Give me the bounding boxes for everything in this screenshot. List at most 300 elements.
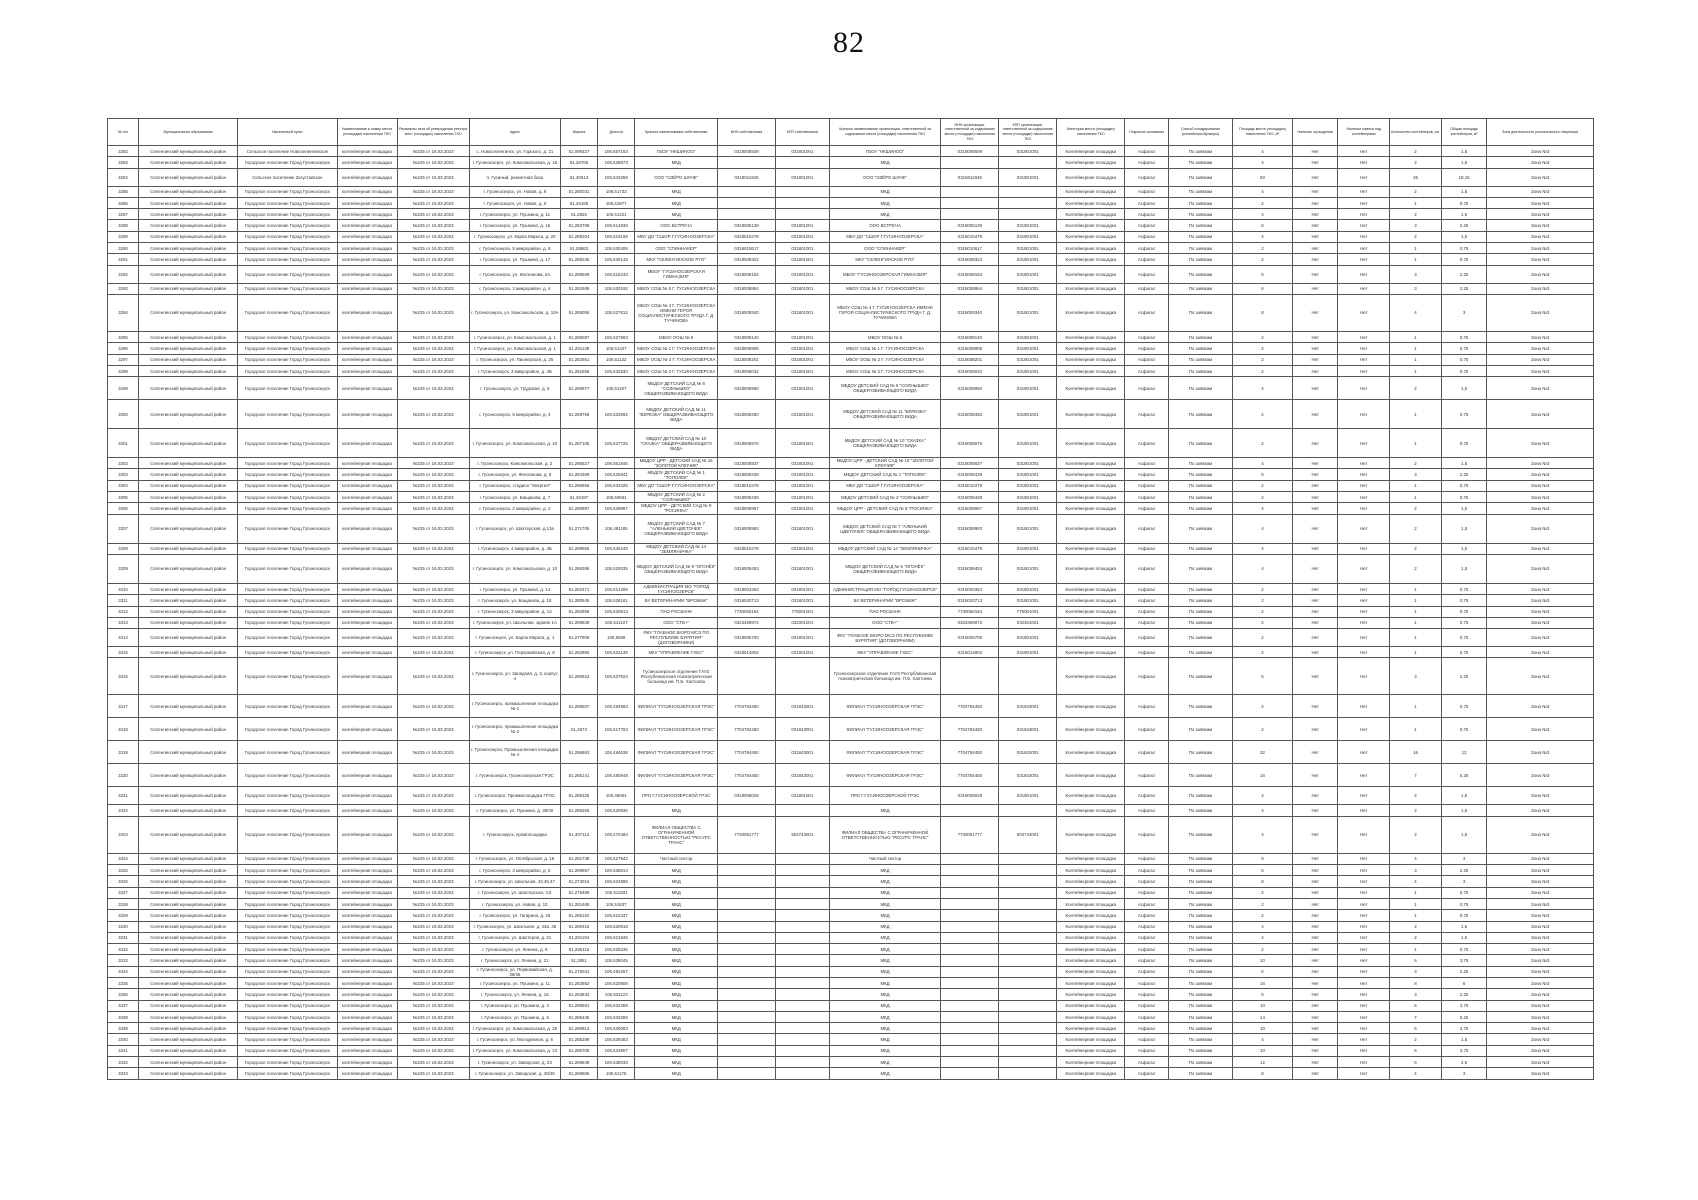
- table-cell-method: По заявкам: [1168, 365, 1232, 376]
- table-cell-n: 3328: [108, 898, 139, 909]
- table-cell-oinn: [941, 887, 999, 898]
- table-cell-cnt: 3: [1390, 469, 1442, 480]
- table-row: [108, 629, 1594, 647]
- table-cell-roof: Нет: [1338, 400, 1390, 429]
- table-cell-lon: 106,470484: [598, 816, 635, 853]
- table-cell-act: №225 от 16.03.2023: [397, 1023, 469, 1034]
- table-cell-place: контейнерная площадка: [337, 265, 397, 283]
- table-cell-zone: Зона №3: [1487, 865, 1594, 876]
- table-cell-fence: Нет: [1292, 294, 1338, 331]
- table-cell-lon: 106,50651: [598, 492, 635, 503]
- table-cell-oinn: 0318008322: [941, 254, 999, 265]
- table-cell-cnt: 2: [1390, 554, 1442, 583]
- table-cell-org: МКД: [829, 1023, 941, 1034]
- table-cell-kpp: 031801001: [775, 583, 829, 594]
- table-cell-mo: Селенгинский муниципальный район: [139, 910, 238, 921]
- table-cell-lat: 51,281194: [560, 932, 597, 943]
- table-cell-addr: г. Гусиноозерск, промышленная площадка № 2: [469, 718, 560, 741]
- table-cell-oinn: 0318008439: [941, 469, 999, 480]
- table-cell-act: №225 от 16.03.2023: [397, 331, 469, 342]
- table-cell-act: №225 от 16.03.2023: [397, 617, 469, 628]
- table-cell-mo: Селенгинский муниципальный район: [139, 898, 238, 909]
- table-cell-zone: Зона №3: [1487, 1057, 1594, 1068]
- table-cell-lat: 51,285706: [560, 1045, 597, 1056]
- table-cell-zone: Зона №3: [1487, 658, 1594, 695]
- table-cell-roof: Нет: [1338, 865, 1390, 876]
- table-cell-lat: 51,285436: [560, 1011, 597, 1022]
- table-cell-org: МКД: [829, 955, 941, 966]
- table-cell-roof: Нет: [1338, 583, 1390, 594]
- table-cell-place: контейнерная площадка: [337, 629, 397, 647]
- table-cell-area: 4: [1232, 157, 1292, 168]
- table-cell-addr: г. Гусиноозерск, ул. Комсомольская, д. 1: [469, 343, 560, 354]
- table-cell-lon: 106,522347: [598, 910, 635, 921]
- table-cell-zone: Зона №3: [1487, 1023, 1594, 1034]
- table-cell-roof: Нет: [1338, 186, 1390, 197]
- table-cell-okpp: [999, 197, 1057, 208]
- table-cell-mo: Селенгинский муниципальный район: [139, 343, 238, 354]
- table-cell-cover: Асфальт: [1125, 186, 1168, 197]
- table-cell-org: МБДОУ ДЕТСКИЙ САД № 10 "СКАЗКА" ОБЩЕРАЗВИВАЮЩЕГО ВИДА: [829, 429, 941, 458]
- table-row: [108, 480, 1594, 491]
- table-cell-method: По заявкам: [1168, 492, 1232, 503]
- table-cell-inn: [718, 1034, 776, 1045]
- table-cell-cover: Асфальт: [1125, 617, 1168, 628]
- table-cell-cat: Контейнерная площадка: [1057, 1057, 1125, 1068]
- table-cell-lon: 106,530409: [598, 243, 635, 254]
- table-cell-zone: Зона №3: [1487, 157, 1594, 168]
- table-cell-n: 3284: [108, 168, 139, 186]
- table-cell-vol: 1,5: [1441, 458, 1487, 469]
- table-cell-roof: Нет: [1338, 197, 1390, 208]
- table-cell-np: Городское поселение Город Гусиноозерск: [238, 853, 337, 864]
- table-cell-addr: п. Гусиный, ремонтная база: [469, 168, 560, 186]
- column-header: Наименование и номер места (площадки) накопления ТКО: [337, 119, 397, 146]
- table-cell-addr: г. Гусиноозерск, ул. Комсомольская, д. 23: [469, 1045, 560, 1056]
- table-cell-kpp: 031801001: [775, 492, 829, 503]
- table-cell-cat: Контейнерная площадка: [1057, 966, 1125, 977]
- table-cell-vol: 0,75: [1441, 944, 1487, 955]
- table-cell-area: 4: [1232, 503, 1292, 514]
- table-cell-org: ФИЛИАЛ "ГУСИНООЗЕРСКАЯ ГРЭС": [829, 764, 941, 787]
- table-cell-place: контейнерная площадка: [337, 898, 397, 909]
- table-cell-oinn: 0318011945: [941, 168, 999, 186]
- table-cell-area: 6: [1232, 865, 1292, 876]
- table-cell-zone: Зона №3: [1487, 254, 1594, 265]
- table-cell-place: контейнерная площадка: [337, 1045, 397, 1056]
- table-cell-lon: 106,532359: [598, 1000, 635, 1011]
- table-cell-np: Городское поселение Город Гусиноозерск: [238, 629, 337, 647]
- table-cell-np: Городское поселение Город Гусиноозерск: [238, 554, 337, 583]
- table-cell-roof: Нет: [1338, 254, 1390, 265]
- table-cell-vol: 3,75: [1441, 1000, 1487, 1011]
- table-cell-org: МКД: [829, 898, 941, 909]
- table-cell-cat: Контейнерная площадка: [1057, 429, 1125, 458]
- table-cell-okpp: 031801001: [999, 243, 1057, 254]
- table-cell-inn: 7704784450: [718, 741, 776, 764]
- table-cell-np: Городское поселение Город Гусиноозерск: [238, 265, 337, 283]
- table-cell-cover: Асфальт: [1125, 220, 1168, 231]
- table-row: [108, 331, 1594, 342]
- table-cell-kpp: 031801001: [775, 354, 829, 365]
- table-cell-addr: г. Гусиноозерск, ул. Комсомольская, д. 25: [469, 1023, 560, 1034]
- table-cell-cat: Контейнерная площадка: [1057, 617, 1125, 628]
- table-cell-act: №225 от 16.03.2023: [397, 157, 469, 168]
- table-cell-zone: Зона №3: [1487, 1045, 1594, 1056]
- table-cell-addr: г. Гусиноозерск, Комсомольская, д. 2: [469, 458, 560, 469]
- table-cell-oinn: [941, 955, 999, 966]
- table-cell-cnt: 6: [1390, 1057, 1442, 1068]
- table-cell-owner: МБОУ ООШ № 6: [635, 331, 718, 342]
- table-cell-place: контейнерная площадка: [337, 365, 397, 376]
- table-cell-cover: Асфальт: [1125, 977, 1168, 988]
- table-cell-cnt: 5: [1390, 955, 1442, 966]
- table-cell-area: 8: [1232, 1068, 1292, 1079]
- table-cell-lon: 106,561846: [598, 458, 635, 469]
- table-cell-np: Городское поселение Город Гусиноозерск: [238, 503, 337, 514]
- table-cell-zone: Зона №3: [1487, 492, 1594, 503]
- table-cell-cnt: 2: [1390, 543, 1442, 554]
- table-cell-cnt: 3: [1390, 658, 1442, 695]
- table-cell-method: По заявкам: [1168, 1045, 1232, 1056]
- table-cell-zone: Зона №3: [1487, 944, 1594, 955]
- table-cell-n: 3331: [108, 932, 139, 943]
- table-cell-cnt: 1: [1390, 243, 1442, 254]
- table-cell-place: контейнерная площадка: [337, 220, 397, 231]
- table-cell-area: 6: [1232, 469, 1292, 480]
- table-cell-inn: [718, 157, 776, 168]
- table-cell-area: 4: [1232, 514, 1292, 543]
- table-cell-lon: 106,522135: [598, 647, 635, 658]
- table-cell-place: контейнерная площадка: [337, 1011, 397, 1022]
- table-cell-n: 3320: [108, 764, 139, 787]
- table-cell-method: По заявкам: [1168, 764, 1232, 787]
- table-cell-zone: Зона №3: [1487, 365, 1594, 376]
- table-cell-method: По заявкам: [1168, 989, 1232, 1000]
- table-cell-n: 3330: [108, 921, 139, 932]
- table-cell-method: По заявкам: [1168, 294, 1232, 331]
- table-cell-n: 3300: [108, 400, 139, 429]
- table-cell-area: 4: [1232, 543, 1292, 554]
- table-cell-cnt: 2: [1390, 458, 1442, 469]
- table-cell-org: МКД: [829, 921, 941, 932]
- table-cell-inn: 0318011945: [718, 168, 776, 186]
- table-cell-org: МКД: [829, 1011, 941, 1022]
- table-cell-zone: Зона №3: [1487, 910, 1594, 921]
- table-cell-owner: МБОУ "ГУСИНООЗЕРСКАЯ ГИМНАЗИЯ": [635, 265, 718, 283]
- table-cell-oinn: [941, 197, 999, 208]
- table-cell-np: Городское поселение Город Гусиноозерск: [238, 343, 337, 354]
- table-cell-lon: 106,51637: [598, 898, 635, 909]
- column-header: КПП организации, ответственной за содержание места (площадки) накопления ТКО: [999, 119, 1057, 146]
- table-cell-act: №225 от 16.03.2023: [397, 629, 469, 647]
- table-cell-area: 4: [1232, 787, 1292, 805]
- table-cell-okpp: 032301001: [999, 617, 1057, 628]
- table-cell-area: 2: [1232, 354, 1292, 365]
- table-cell-mo: Селенгинский муниципальный район: [139, 816, 238, 853]
- table-cell-fence: Нет: [1292, 1034, 1338, 1045]
- table-cell-np: Городское поселение Город Гусиноозерск: [238, 887, 337, 898]
- column-header: Наличие ограждения: [1292, 119, 1338, 146]
- table-cell-cnt: 2: [1390, 514, 1442, 543]
- table-cell-n: 3324: [108, 853, 139, 864]
- table-cell-cnt: 1: [1390, 887, 1442, 898]
- table-cell-cat: Контейнерная площадка: [1057, 168, 1125, 186]
- table-cell-cat: Контейнерная площадка: [1057, 1000, 1125, 1011]
- table-cell-org: ФИЛИАЛ "ГУСИНООЗЕРСКАЯ ГРЭС": [829, 741, 941, 764]
- table-cell-lat: 51,282471: [560, 583, 597, 594]
- table-cell-okpp: [999, 1011, 1057, 1022]
- table-cell-kpp: 775001001: [775, 606, 829, 617]
- table-cell-inn: [718, 1068, 776, 1079]
- table-cell-mo: Селенгинский муниципальный район: [139, 595, 238, 606]
- table-cell-cover: Асфальт: [1125, 400, 1168, 429]
- table-row: [108, 805, 1594, 816]
- table-cell-vol: 0,75: [1441, 343, 1487, 354]
- table-cell-oinn: 0318008140: [941, 331, 999, 342]
- table-cell-vol: 0,75: [1441, 629, 1487, 647]
- table-cell-cnt: 8: [1390, 977, 1442, 988]
- table-cell-lat: 51,274016: [560, 876, 597, 887]
- table-cell-area: 2: [1232, 695, 1292, 718]
- table-cell-fence: Нет: [1292, 365, 1338, 376]
- table-cell-method: По заявкам: [1168, 1023, 1232, 1034]
- table-cell-cnt: 1: [1390, 647, 1442, 658]
- table-cell-oinn: [941, 944, 999, 955]
- table-cell-addr: с. Новоселенгинск, ул. Горького, д. 21: [469, 146, 560, 157]
- table-cell-cat: Контейнерная площадка: [1057, 910, 1125, 921]
- table-cell-act: №225 от 16.03.2023: [397, 853, 469, 864]
- table-cell-area: 2: [1232, 429, 1292, 458]
- table-cell-roof: Нет: [1338, 606, 1390, 617]
- table-cell-cover: Асфальт: [1125, 283, 1168, 294]
- table-cell-org: МБДОУ ДЕТСКИЙ САД № 1 "ТОПОЛЕК": [829, 469, 941, 480]
- table-cell-okpp: 031801001: [999, 231, 1057, 242]
- table-cell-area: 2: [1232, 944, 1292, 955]
- table-cell-fence: Нет: [1292, 1023, 1338, 1034]
- table-cell-org: ООО "СПИННАКЕР": [829, 243, 941, 254]
- table-cell-method: По заявкам: [1168, 377, 1232, 400]
- table-cell-roof: Нет: [1338, 658, 1390, 695]
- table-row: [108, 554, 1594, 583]
- table-cell-inn: 7730051777: [718, 816, 776, 853]
- table-cell-np: Городское поселение Город Гусиноозерск: [238, 543, 337, 554]
- table-cell-okpp: 031843001: [999, 718, 1057, 741]
- table-cell-kpp: [775, 209, 829, 220]
- table-cell-mo: Селенгинский муниципальный район: [139, 254, 238, 265]
- table-row: [108, 977, 1594, 988]
- table-row: [108, 1045, 1594, 1056]
- table-cell-lon: 106,530813: [598, 606, 635, 617]
- table-cell-fence: Нет: [1292, 283, 1338, 294]
- table-cell-place: контейнерная площадка: [337, 157, 397, 168]
- page-number: 82: [833, 26, 865, 59]
- table-cell-cnt: 2: [1390, 377, 1442, 400]
- table-cell-vol: 2,25: [1441, 469, 1487, 480]
- table-cell-mo: Селенгинский муниципальный район: [139, 932, 238, 943]
- table-cell-addr: г. Гусиноозерск, ул. Ленина, д. 21: [469, 955, 560, 966]
- table-cell-inn: 0318008509: [718, 146, 776, 157]
- table-cell-oinn: 7704784450: [941, 741, 999, 764]
- table-cell-lat: 51,2851: [560, 955, 597, 966]
- table-cell-lon: 106,532830: [598, 365, 635, 376]
- table-cell-cat: Контейнерная площадка: [1057, 989, 1125, 1000]
- table-cell-lon: 106,526181: [598, 595, 635, 606]
- table-cell-np: Городское поселение Город Гусиноозерск: [238, 469, 337, 480]
- table-cell-n: 3308: [108, 543, 139, 554]
- table-cell-np: Городское поселение Город Гусиноозерск: [238, 805, 337, 816]
- table-cell-fence: Нет: [1292, 469, 1338, 480]
- table-cell-owner: МКД: [635, 977, 718, 988]
- table-cell-oinn: 7704784450: [941, 718, 999, 741]
- table-cell-mo: Селенгинский муниципальный район: [139, 429, 238, 458]
- table-cell-kpp: [775, 658, 829, 695]
- table-cell-kpp: 031801001: [775, 365, 829, 376]
- table-cell-lon: 106,514839: [598, 220, 635, 231]
- table-cell-addr: г. Гусиноозерск, 2 микрорайон, д. 2: [469, 503, 560, 514]
- table-cell-lat: 51,271705: [560, 514, 597, 543]
- table-row: [108, 543, 1594, 554]
- table-cell-roof: Нет: [1338, 989, 1390, 1000]
- table-cell-addr: г. Гусиноозерск, промплощадка: [469, 816, 560, 853]
- table-cell-fence: Нет: [1292, 1000, 1338, 1011]
- table-row: [108, 146, 1594, 157]
- table-cell-area: 10: [1232, 1023, 1292, 1034]
- table-cell-inn: 0318010479: [718, 543, 776, 554]
- table-cell-place: контейнерная площадка: [337, 658, 397, 695]
- table-cell-owner: МКД: [635, 1045, 718, 1056]
- table-cell-vol: 0,75: [1441, 243, 1487, 254]
- table-cell-owner: МБДОУ ДЕТСКИЙ САД № 11 "БЕРЕЗКА" ОБЩЕРАЗВИВАЮЩЕГО ВИДА: [635, 400, 718, 429]
- table-cell-addr: г. Гусиноозерск, ул. Пушкина, д. 4: [469, 1000, 560, 1011]
- table-cell-cnt: 1: [1390, 197, 1442, 208]
- table-cell-oinn: [941, 966, 999, 977]
- table-cell-owner: ФИЛИАЛ "ГУСИНООЗЕРСКАЯ ГРЭС": [635, 764, 718, 787]
- table-cell-cat: Контейнерная площадка: [1057, 1034, 1125, 1045]
- table-cell-zone: Зона №3: [1487, 595, 1594, 606]
- table-cell-roof: Нет: [1338, 543, 1390, 554]
- table-cell-cover: Асфальт: [1125, 629, 1168, 647]
- table-cell-n: 3296: [108, 343, 139, 354]
- table-cell-oinn: 0318005139: [941, 220, 999, 231]
- table-cell-lat: 51,275489: [560, 887, 597, 898]
- table-cell-cnt: 3: [1390, 265, 1442, 283]
- table-cell-oinn: 7730051777: [941, 816, 999, 853]
- table-cell-cnt: 1: [1390, 595, 1442, 606]
- table-cell-kpp: [775, 989, 829, 1000]
- table-cell-vol: 0,75: [1441, 400, 1487, 429]
- table-cell-n: 3287: [108, 209, 139, 220]
- table-cell-place: контейнерная площадка: [337, 606, 397, 617]
- table-cell-method: По заявкам: [1168, 595, 1232, 606]
- table-row: [108, 944, 1594, 955]
- table-cell-place: контейнерная площадка: [337, 197, 397, 208]
- table-cell-kpp: [775, 197, 829, 208]
- header-row: [108, 119, 1594, 146]
- table-cell-vol: 0,75: [1441, 331, 1487, 342]
- table-cell-vol: 0,75: [1441, 695, 1487, 718]
- table-cell-oinn: [941, 658, 999, 695]
- table-cell-place: контейнерная площадка: [337, 617, 397, 628]
- table-cell-mo: Селенгинский муниципальный район: [139, 989, 238, 1000]
- table-cell-okpp: 031801001: [999, 583, 1057, 594]
- table-cell-method: По заявкам: [1168, 469, 1232, 480]
- table-cell-place: контейнерная площадка: [337, 865, 397, 876]
- table-cell-addr: г. Гусиноозерск, Гусиноозерская ГРЭС: [469, 764, 560, 787]
- table-cell-fence: Нет: [1292, 617, 1338, 628]
- table-cell-okpp: 031843001: [999, 695, 1057, 718]
- table-cell-lon: 106,511831: [598, 887, 635, 898]
- table-cell-act: №225 от 16.03.2023: [397, 658, 469, 695]
- table-cell-place: контейнерная площадка: [337, 764, 397, 787]
- table-cell-cat: Контейнерная площадка: [1057, 595, 1125, 606]
- table-cell-n: 3340: [108, 1034, 139, 1045]
- table-cell-oinn: 0318008438: [941, 492, 999, 503]
- table-cell-mo: Селенгинский муниципальный район: [139, 1000, 238, 1011]
- table-cell-act: №225 от 16.03.2023: [397, 921, 469, 932]
- table-cell-kpp: 031843001: [775, 718, 829, 741]
- table-cell-vol: 18,15: [1441, 168, 1487, 186]
- table-cell-mo: Селенгинский муниципальный район: [139, 944, 238, 955]
- table-cell-cover: Асфальт: [1125, 1034, 1168, 1045]
- table-cell-owner: МБДОУ ДЕТСКИЙ САД № 7 "АЛЕНЬКИЙ ЦВЕТОЧЕК" ОБЩЕРАЗВИВАЮЩЕГО ВИДА: [635, 514, 718, 543]
- table-cell-inn: [718, 209, 776, 220]
- table-cell-method: По заявкам: [1168, 944, 1232, 955]
- table-cell-kpp: [775, 966, 829, 977]
- table-cell-np: Городское поселение Город Гусиноозерск: [238, 492, 337, 503]
- table-cell-mo: Селенгинский муниципальный район: [139, 658, 238, 695]
- table-cell-vol: 0,75: [1441, 492, 1487, 503]
- table-cell-okpp: [999, 910, 1057, 921]
- table-cell-okpp: [999, 186, 1057, 197]
- table-cell-org: ООО ВСТРЕЧА: [829, 220, 941, 231]
- table-cell-oinn: 0318008460: [941, 400, 999, 429]
- table-cell-mo: Селенгинский муниципальный район: [139, 220, 238, 231]
- table-cell-fence: Нет: [1292, 265, 1338, 283]
- table-cell-cnt: 1: [1390, 606, 1442, 617]
- table-cell-cover: Асфальт: [1125, 595, 1168, 606]
- table-cell-np: Городское поселение Город Гусиноозерск: [238, 944, 337, 955]
- table-cell-org: МКД: [829, 1034, 941, 1045]
- table-cell-vol: 1,5: [1441, 186, 1487, 197]
- table-cell-method: По заявкам: [1168, 400, 1232, 429]
- table-cell-owner: МБДОУ ДЕТСКИЙ САД № 9 "ОГОНЁК" ОБЩЕРАЗВИВАЮЩЕГО ВИДА: [635, 554, 718, 583]
- table-cell-mo: Селенгинский муниципальный район: [139, 157, 238, 168]
- table-cell-zone: Зона №3: [1487, 921, 1594, 932]
- table-cell-fence: Нет: [1292, 921, 1338, 932]
- table-cell-lon: 106,525941: [598, 469, 635, 480]
- table-cell-kpp: 031801001: [775, 231, 829, 242]
- table-cell-inn: 0318010617: [718, 243, 776, 254]
- table-header: [108, 119, 1594, 146]
- table-cell-cover: Асфальт: [1125, 718, 1168, 741]
- table-cell-addr: г. Гусиноозерск, промышленная площадка № 1: [469, 695, 560, 718]
- table-cell-method: По заявкам: [1168, 343, 1232, 354]
- table-cell-place: контейнерная площадка: [337, 168, 397, 186]
- table-cell-cnt: 3: [1390, 966, 1442, 977]
- table-cell-cover: Асфальт: [1125, 294, 1168, 331]
- table-cell-lon: 106,51175: [598, 1068, 635, 1079]
- table-cell-method: По заявкам: [1168, 955, 1232, 966]
- table-cell-lat: 51,286966: [560, 480, 597, 491]
- table-row: [108, 1057, 1594, 1068]
- table-cell-cnt: 3: [1390, 283, 1442, 294]
- table-cell-lat: 51,286116: [560, 944, 597, 955]
- table-cell-lat: 51,280523: [560, 658, 597, 695]
- table-cell-inn: [718, 989, 776, 1000]
- table-cell-cover: Асфальт: [1125, 429, 1168, 458]
- table-cell-okpp: [999, 921, 1057, 932]
